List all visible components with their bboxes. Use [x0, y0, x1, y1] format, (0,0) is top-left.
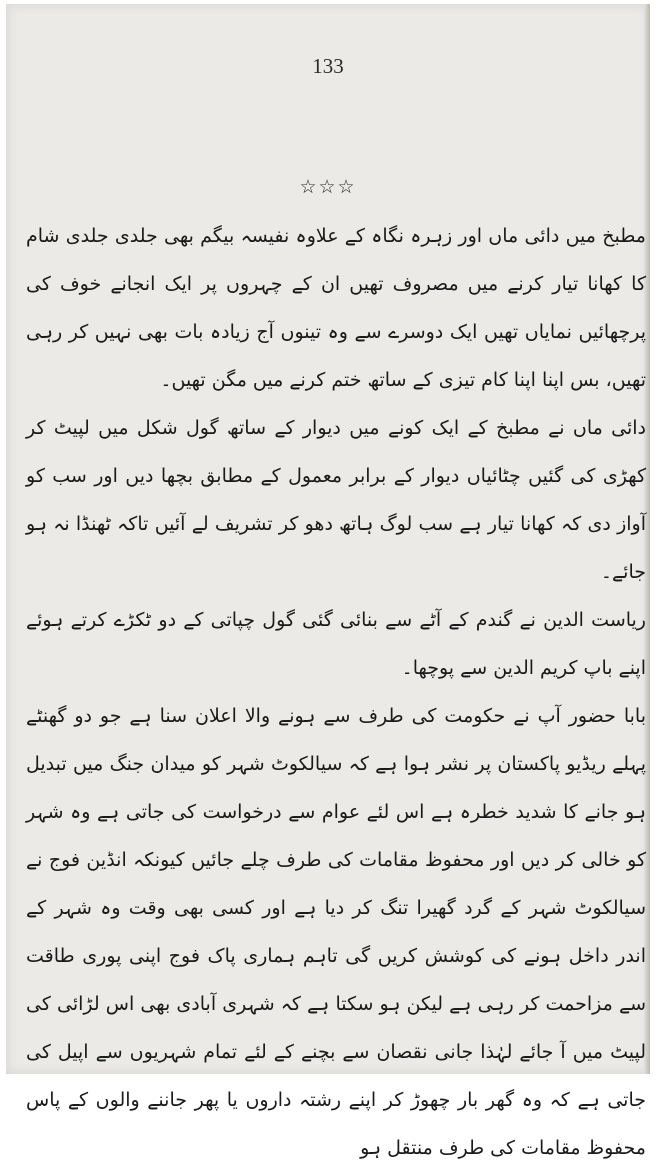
- section-separator-stars: ☆☆☆: [299, 176, 357, 198]
- paragraph: مطبخ میں دائی ماں اور زہرہ نگاہ کے علاوہ نفیسہ بیگم بھی جلدی جلدی شام کا کھانا تیار کرنے میں مصروف تھیں ان کے چہروں پر ایک انجانے خوف کی پرچھائیں نمایاں تھیں ایک دوسرے سے وہ تینوں آج زیادہ بات بھی نہیں کر رہی تھیں، بس اپنا اپنا کام تیزی کے ساتھ ختم کرنے میں مگن تھیں۔: [26, 225, 646, 391]
- paragraph: ریاست الدین نے گندم کے آٹے سے بنائی گئی گول چپاتی کے دو ٹکڑے کرتے ہوئے اپنے باپ کریم الدین سے پوچھا۔: [26, 609, 646, 679]
- page-number: 133: [312, 54, 344, 78]
- body-text: [26, 212, 646, 1172]
- paragraph: دائی ماں نے مطبخ کے ایک کونے میں دیوار کے ساتھ گول شکل میں لپیٹ کر کھڑی کی گئیں چٹائیاں دیوار کے برابر معمول کے مطابق بچھا دیں اور سب کو آواز دی کہ کھانا تیار ہے سب لوگ ہاتھ دھو کر تشریف لے آئیں تاکہ ٹھنڈا نہ ہو جائے۔: [26, 417, 646, 583]
- book-page: [6, 4, 650, 1159]
- paragraph: بابا حضور آپ نے حکومت کی طرف سے ہونے والا اعلان سنا ہے جو دو گھنٹے پہلے ریڈیو پاکستان پر نشر ہوا ہے کہ سیالکوٹ شہر کو میدان جنگ میں تبدیل ہو جانے کا شدید خطرہ ہے اس لئے عوام سے درخواست کی جاتی ہے وہ شہر کو خالی کر دیں اور محفوظ مقامات کی طرف چلے جائیں کیونکہ انڈین فوج نے سیالکوٹ شہر کے گرد گھیرا تنگ کر دیا ہے اور کسی بھی وقت وہ شہر کے اندر داخل ہونے کی کوشش کریں گی تاہم ہماری پاک فوج اپنی پوری طاقت سے مزاحمت کر رہی ہے لیکن ہو سکتا ہے کہ شہری آبادی بھی اس لڑائی کی لپیٹ میں آ جائے لہٰذا جانی نقصان سے بچنے کے لئے تمام شہریوں سے اپیل کی جاتی ہے کہ وہ گھر بار چھوڑ کر اپنے رشتہ داروں یا پھر جاننے والوں کے پاس محفوظ مقامات کی طرف منتقل ہو: [26, 705, 646, 1159]
